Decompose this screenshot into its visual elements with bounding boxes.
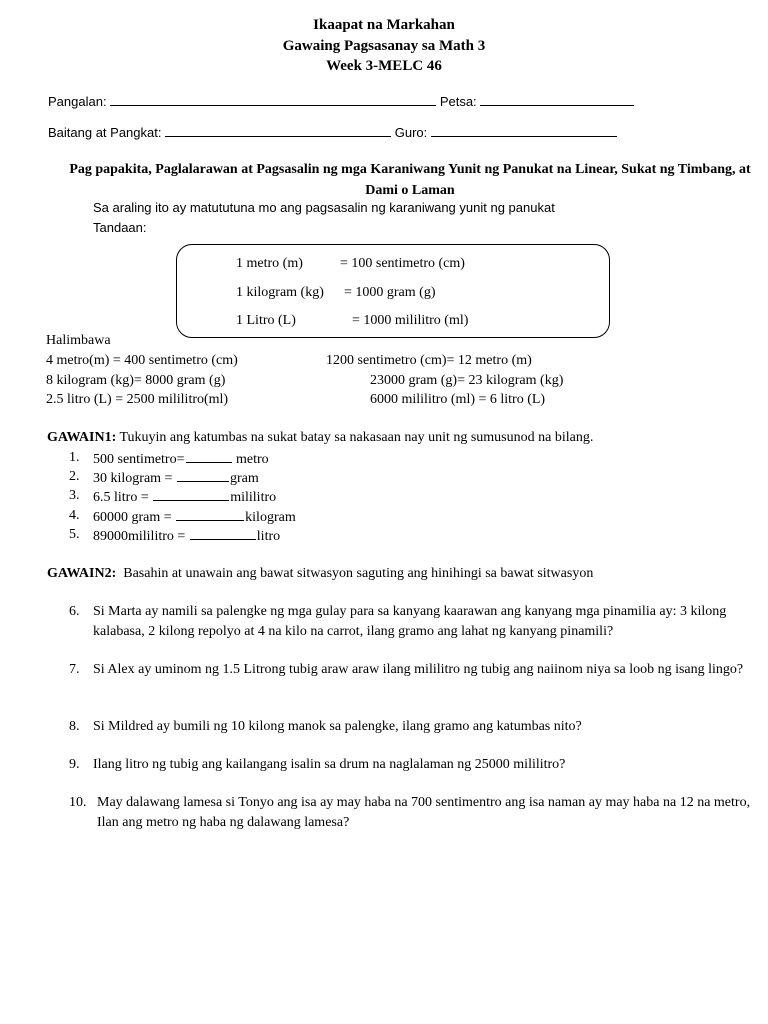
header-line-1: Ikaapat na Markahan [313, 17, 455, 33]
header-line-2: Gawaing Pagsasanay sa Math 3 [282, 38, 486, 54]
word-problem: Si Alex ay uminom ng 1.5 Litrong tubig araw araw ilang mililitro ng tubig ang naiinom niya sa loob ng isang lingo? [93, 662, 744, 677]
item-suffix: kilogram [245, 510, 296, 525]
item-number: 3. [69, 488, 80, 503]
header-line-3: Week 3-MELC 46 [326, 58, 442, 74]
item-number: 10. [69, 795, 87, 810]
answer-blank[interactable] [176, 508, 244, 521]
example-left: 2.5 litro (L) = 2500 mililitro(ml) [46, 392, 229, 407]
item-prefix: 500 sentimetro= [93, 452, 185, 467]
examples-label: Halimbawa [46, 333, 111, 348]
date-blank[interactable] [480, 93, 634, 106]
gawain1-item [93, 450, 269, 468]
item-number: 8. [69, 719, 80, 734]
name-label: Pangalan: [48, 94, 107, 109]
lesson-intro: Sa araling ito ay matututuna mo ang pagsasalin ng karaniwang yunit ng panukat [93, 200, 555, 215]
grade-field-row [48, 124, 617, 140]
gawain1-instruction: Tukuyin ang katumbas na sukat batay sa nakasaan nay unit ng sumusunod na bilang. [116, 430, 594, 445]
word-problem: Si Marta ay namili sa palengke ng mga gulay para sa kanyang kaarawan ang kanyang mga pinamilia ay: 3 kilong kalabasa, 2 kilong repolyo at 4 na kilo na carrot, ilang gramo ang lahat ng kanyang pinamili? [93, 604, 727, 639]
word-problem: Ilang litro ng tubig ang kailangang isalin sa drum na naglalaman ng 25000 mililitro? [93, 757, 566, 772]
example-right: 23000 gram (g)= 23 kilogram (kg) [370, 373, 564, 388]
box-row-left: 1 Litro (L) [236, 313, 296, 328]
item-prefix: 60000 gram = [93, 510, 176, 525]
gawain1-label: GAWAIN1: [47, 430, 117, 445]
item-suffix: mililitro [230, 490, 277, 505]
item-number: 5. [69, 527, 80, 542]
example-left: 4 metro(m) = 400 sentimetro (cm) [46, 353, 238, 368]
item-number: 9. [69, 757, 80, 772]
item-suffix: metro [232, 452, 269, 467]
word-problem: May dalawang lamesa si Tonyo ang isa ay may haba na 700 sentimentro ang isa naman ay may haba na 12 na metro, Ilan ang metro ng haba ng dalawang lamesa? [97, 795, 751, 830]
tandaan-label: Tandaan: [93, 220, 147, 235]
gawain1-item [93, 488, 276, 506]
gawain1-item [93, 508, 296, 526]
name-blank[interactable] [110, 93, 436, 106]
box-row-right: = 1000 gram (g) [344, 285, 436, 300]
gawain1-item [93, 527, 280, 545]
box-row-left: 1 metro (m) [236, 256, 303, 271]
item-suffix: litro [256, 529, 281, 544]
example-right: 1200 sentimetro (cm)= 12 metro (m) [326, 353, 532, 368]
item-number: 7. [69, 662, 80, 677]
item-number: 6. [69, 604, 80, 619]
example-left: 8 kilogram (kg)= 8000 gram (g) [46, 373, 226, 388]
box-row-right: = 100 sentimetro (cm) [340, 256, 465, 271]
gawain2-heading [47, 566, 593, 582]
example-right: 6000 mililitro (ml) = 6 litro (L) [370, 392, 546, 407]
answer-blank[interactable] [190, 527, 256, 540]
grade-label: Baitang at Pangkat: [48, 125, 162, 140]
teacher-blank[interactable] [431, 124, 617, 137]
item-number: 4. [69, 508, 80, 523]
gawain1-item [93, 469, 259, 487]
gawain1-heading [47, 430, 593, 446]
grade-blank[interactable] [165, 124, 391, 137]
teacher-label: Guro: [394, 125, 428, 140]
item-prefix: 89000mililitro = [93, 529, 189, 544]
name-field-row [48, 93, 634, 109]
item-suffix: gram [229, 471, 259, 486]
gawain2-label: GAWAIN2: [47, 566, 117, 581]
date-label: Petsa: [439, 94, 477, 109]
item-prefix: 30 kilogram = [93, 471, 176, 486]
gawain2-instruction: Basahin at unawain ang bawat sitwasyon saguting ang hinihingi sa bawat sitwasyon [123, 566, 594, 581]
answer-blank[interactable] [177, 469, 229, 482]
item-number: 2. [69, 469, 80, 484]
box-row-right: = 1000 mililitro (ml) [352, 313, 469, 328]
lesson-title: Pag papakita, Paglalarawan at Pagsasalin ng mga Karaniwang Yunit ng Panukat na Linear, Sukat ng Timbang, at Dami o Laman [69, 162, 751, 198]
item-number: 1. [69, 450, 80, 465]
item-prefix: 6.5 litro = [93, 490, 153, 505]
answer-blank[interactable] [153, 488, 229, 501]
box-row-left: 1 kilogram (kg) [236, 285, 324, 300]
word-problem: Si Mildred ay bumili ng 10 kilong manok sa palengke, ilang gramo ang katumbas nito? [93, 719, 582, 734]
answer-blank[interactable] [186, 450, 232, 463]
